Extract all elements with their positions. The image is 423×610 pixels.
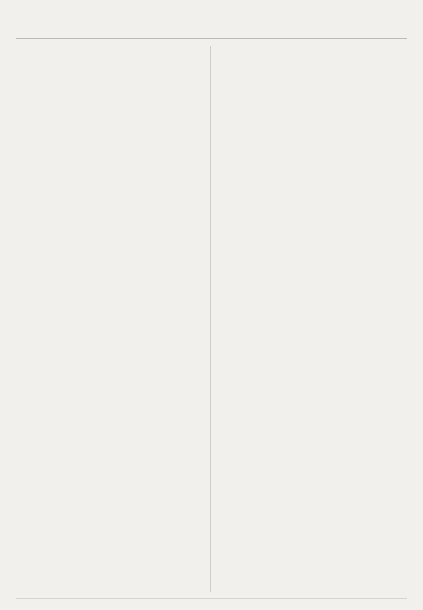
- left-column: [16, 44, 202, 592]
- bottom-rule: [16, 598, 407, 599]
- column-divider: [210, 46, 211, 592]
- right-column: [221, 44, 407, 592]
- running-head: [16, 24, 407, 39]
